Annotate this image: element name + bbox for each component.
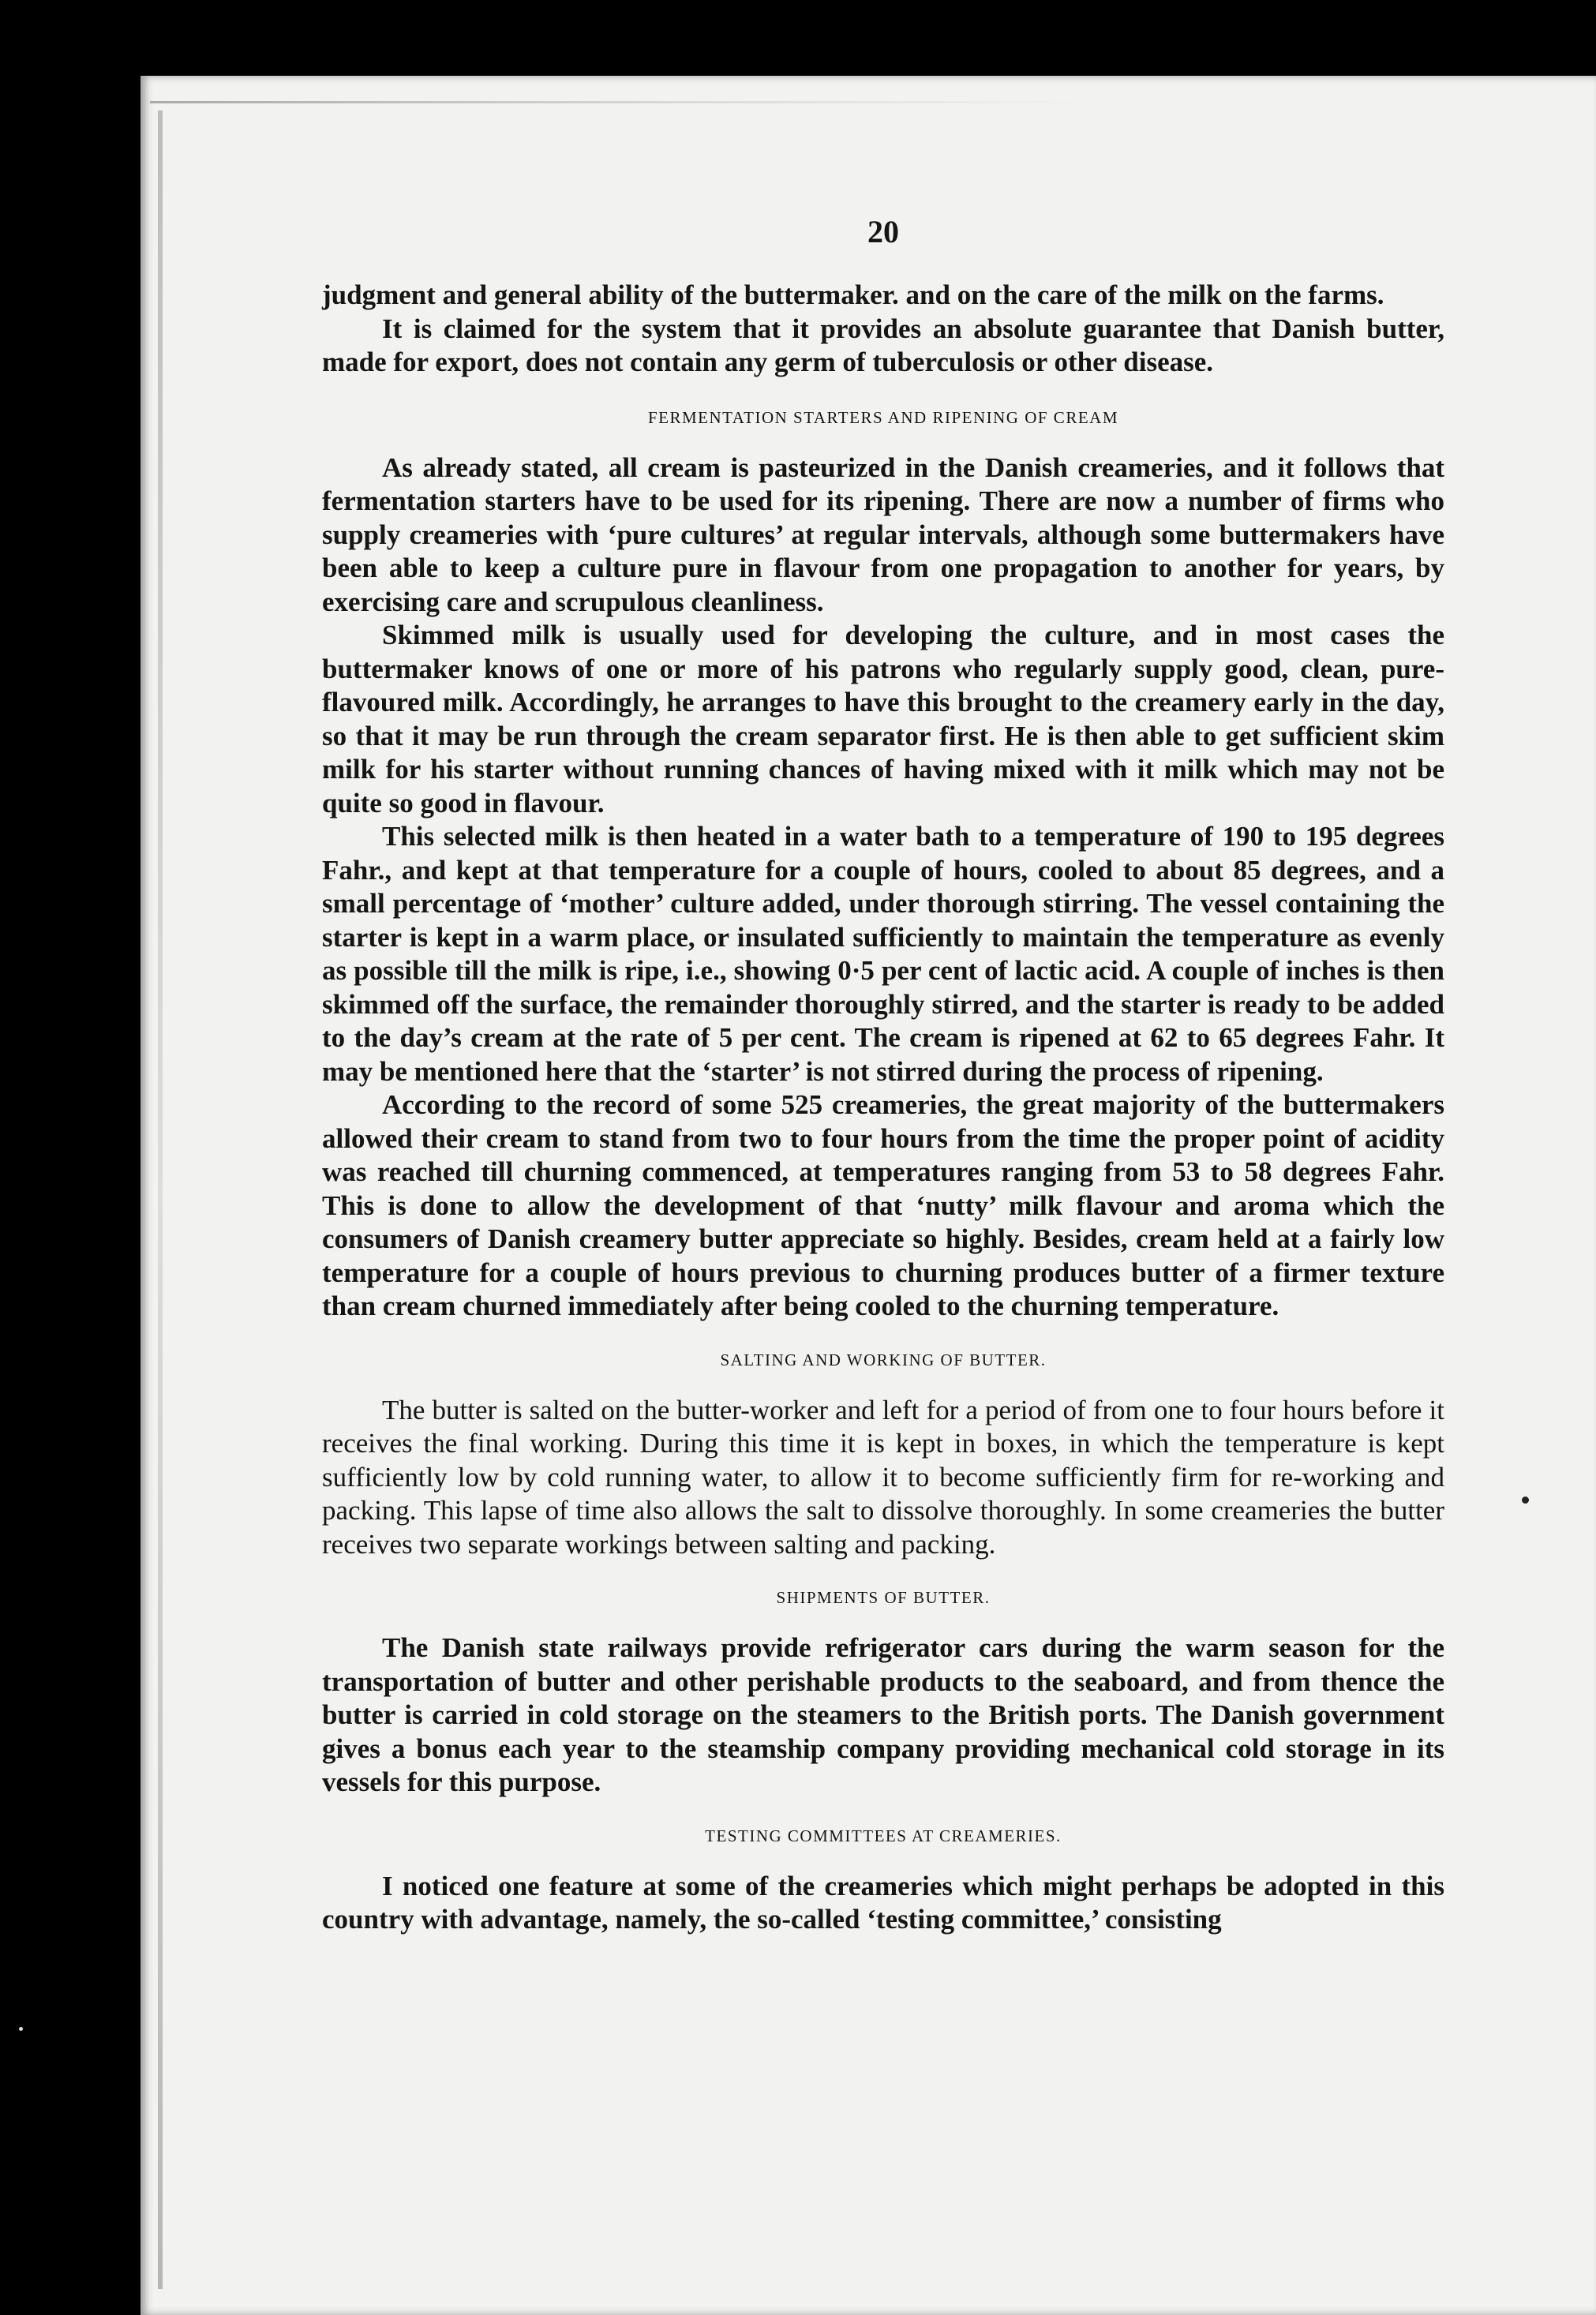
- paragraph: According to the record of some 525 creameries, the great majority of the buttermakers allowed their cream to stand from two to four hours from the time the proper point of acidity was reached till churning commenced, at temperatures ranging from 53 to 58 degrees Fahr. This is done to allow the development of that ‘nutty’ milk flavour and aroma which the consumers of Danish creamery butter appreciate so highly. Besides, cream held at a fairly low temperature for a couple of hours previous to churning produces butter of a firmer texture than cream churned immediately after being cooled to the churning temperature.: [322, 1089, 1444, 1321]
- paragraph: The butter is salted on the butter-worker and left for a period of from one to four hours before it receives the final working. During this time it is kept in boxes, in which the temperature is kept sufficiently low by cold running water, to allow it to become sufficiently firm for re-working and packing. This lapse of time also allows the salt to dissolve thoroughly. In some creameries the butter receives two separate workings between salting and packing.: [322, 1394, 1444, 1560]
- section-heading: SALTING AND WORKING OF BUTTER.: [720, 1350, 1047, 1369]
- speck-mark: [19, 2027, 23, 2031]
- paragraph: I noticed one feature at some of the creameries which might perhaps be adopted in this country with advantage, namely, the so-called ‘testing committee,’ consisting: [322, 1870, 1444, 1935]
- page-left-fold: [158, 111, 163, 2289]
- section-heading: SHIPMENTS OF BUTTER.: [776, 1588, 991, 1607]
- paragraph: The Danish state railways provide refrigerator cars during the warm season for the transportation of butter and other perishable products to the seaboard, and from thence the butter is carried in cold storage on the steamers to the British ports. The Danish government gives a bonus each year to the steamship company providing mechanical cold storage in its vessels for this purpose.: [322, 1632, 1444, 1797]
- speck-mark: [1522, 1497, 1529, 1504]
- page-top-edge: [150, 101, 1097, 103]
- paragraph: It is claimed for the system that it provides an absolute guarantee that Danish butter, made for export, does not contain any germ of tuberculosis or other disease.: [322, 313, 1444, 377]
- section-heading: FERMENTATION STARTERS AND RIPENING OF CREAM: [647, 407, 1118, 427]
- paragraph: This selected milk is then heated in a water bath to a temperature of 190 to 195 degrees Fahr., and kept at that temperature for a couple of hours, cooled to about 85 degrees, and a small percentage of ‘mother’ culture added, under thorough stirring. The vessel containing the starter is kept in a warm place, or insulated sufficiently to maintain the temperature as evenly as possible till the milk is ripe, i.e., showing 0·5 per cent of lactic acid. A couple of inches is then skimmed off the surface, the remainder thoroughly stirred, and the starter is ready to be added to the day’s cream at the rate of 5 per cent. The cream is ripened at 62 to 65 degrees Fahr. It may be mentioned here that the ‘starter’ is not stirred during the process of ripening.: [322, 821, 1444, 1087]
- page-number: 20: [867, 214, 899, 249]
- paragraph: As already stated, all cream is pasteurized in the Danish creameries, and it follows that fermentation starters have to be used for its ripening. There are now a number of firms who supply creameries with ‘pure cultures’ at regular intervals, although some buttermakers have been able to keep a culture pure in flavour from one propagation to another for years, by exercising care and scrupulous cleanliness.: [322, 451, 1444, 617]
- section-heading: TESTING COMMITTEES AT CREAMERIES.: [705, 1826, 1062, 1845]
- paragraph: Skimmed milk is usually used for developing the culture, and in most cases the buttermaker knows of one or more of his patrons who regularly supply good, clean, pure-flavoured milk. Accordingly, he arranges to have this brought to the creamery early in the day, so that it may be run through the cream separator first. He is then able to get sufficient skim milk for his starter without running chances of having mixed with it milk which may not be quite so good in flavour.: [322, 620, 1444, 818]
- page-content: [322, 213, 1444, 1937]
- paragraph: judgment and general ability of the buttermaker. and on the care of the milk on the farms.: [322, 279, 1384, 310]
